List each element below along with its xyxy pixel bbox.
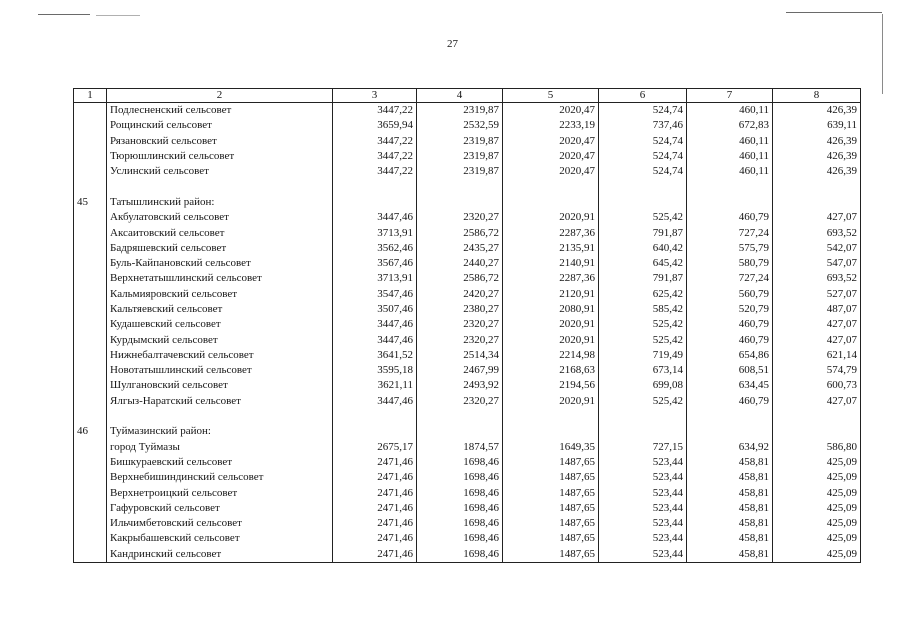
settlement-name-cell: Нижнебалтачевский сельсовет [107,348,333,363]
settlement-name-cell: Кудашевский сельсовет [107,317,333,332]
value-cell-col4 [417,424,503,439]
value-cell-col8: 542,07 [773,241,861,256]
value-cell-col7: 727,24 [687,271,773,286]
value-cell-col5: 2140,91 [503,256,599,271]
settlement-name-cell: Кальмияровский сельсовет [107,287,333,302]
value-cell-col5: 1487,65 [503,516,599,531]
value-cell-col4: 1698,46 [417,547,503,563]
value-cell-col7: 460,79 [687,210,773,225]
value-cell-col8 [773,179,861,194]
value-cell-col3: 3447,46 [333,210,417,225]
table-spacer-row [74,409,861,424]
value-cell-col5: 1487,65 [503,470,599,485]
value-cell-col7: 727,24 [687,225,773,240]
value-cell-col8: 547,07 [773,256,861,271]
value-cell-col8: 527,07 [773,287,861,302]
row-number-cell [74,440,107,455]
row-number-cell [74,317,107,332]
value-cell-col3: 3567,46 [333,256,417,271]
value-cell-col6: 791,87 [599,225,687,240]
value-cell-col4 [417,195,503,210]
settlement-name-cell: Ялгыз-Наратский сельсовет [107,394,333,409]
value-cell-col6: 523,44 [599,455,687,470]
value-cell-col6: 524,74 [599,103,687,119]
row-number-cell [74,501,107,516]
settlement-name-cell: город Туймазы [107,440,333,455]
value-cell-col7: 458,81 [687,485,773,500]
value-cell-col6 [599,179,687,194]
value-cell-col3: 3659,94 [333,118,417,133]
value-cell-col6 [599,424,687,439]
value-cell-col5 [503,424,599,439]
value-cell-col3: 3507,46 [333,302,417,317]
value-cell-col4: 2440,27 [417,256,503,271]
value-cell-col6: 585,42 [599,302,687,317]
value-cell-col3: 2471,46 [333,485,417,500]
value-cell-col6: 523,44 [599,531,687,546]
table-row [74,547,861,563]
value-cell-col5: 2214,98 [503,348,599,363]
row-number-cell [74,302,107,317]
value-cell-col7: 634,45 [687,378,773,393]
value-cell-col3: 3713,91 [333,225,417,240]
settlement-name-cell: Бишкураевский сельсовет [107,455,333,470]
value-cell-col7: 460,11 [687,134,773,149]
value-cell-col3: 3621,11 [333,378,417,393]
value-cell-col5: 2020,91 [503,394,599,409]
value-cell-col8: 427,07 [773,332,861,347]
value-cell-col7: 458,81 [687,501,773,516]
value-cell-col4: 2320,27 [417,210,503,225]
value-cell-col4: 1874,57 [417,440,503,455]
value-cell-col5: 2020,47 [503,103,599,119]
value-cell-col4: 2320,27 [417,332,503,347]
value-cell-col3 [333,195,417,210]
value-cell-col3: 3641,52 [333,348,417,363]
value-cell-col5: 2120,91 [503,287,599,302]
value-cell-col5: 2233,19 [503,118,599,133]
row-number-cell [74,225,107,240]
table-row [74,378,861,393]
value-cell-col8: 425,09 [773,531,861,546]
value-cell-col8: 427,07 [773,394,861,409]
table-row [74,317,861,332]
value-cell-col8: 425,09 [773,516,861,531]
value-cell-col5: 2020,47 [503,164,599,179]
value-cell-col7: 672,83 [687,118,773,133]
value-cell-col5: 1487,65 [503,547,599,563]
value-cell-col5: 2020,47 [503,134,599,149]
value-cell-col6: 645,42 [599,256,687,271]
settlement-name-cell: Верхнебишиндинский сельсовет [107,470,333,485]
row-number-cell [74,134,107,149]
table-body [74,103,861,563]
value-cell-col8 [773,195,861,210]
row-number-cell [74,118,107,133]
value-cell-col4: 2319,87 [417,149,503,164]
value-cell-col7: 458,81 [687,516,773,531]
value-cell-col7: 460,79 [687,332,773,347]
value-cell-col5: 2168,63 [503,363,599,378]
value-cell-col5: 2020,91 [503,317,599,332]
table-row [74,516,861,531]
value-cell-col7: 634,92 [687,440,773,455]
value-cell-col5: 2135,91 [503,241,599,256]
value-cell-col8: 425,09 [773,485,861,500]
row-number-cell [74,378,107,393]
value-cell-col8: 427,07 [773,210,861,225]
value-cell-col4: 1698,46 [417,455,503,470]
value-cell-col5: 2287,36 [503,225,599,240]
value-cell-col4: 2320,27 [417,317,503,332]
value-cell-col3: 3447,22 [333,134,417,149]
row-number-cell: 46 [74,424,107,439]
value-cell-col7 [687,409,773,424]
column-header: 8 [773,89,861,103]
table-row [74,210,861,225]
value-cell-col5: 1487,65 [503,485,599,500]
row-number-cell [74,516,107,531]
value-cell-col3: 2471,46 [333,470,417,485]
table-row [74,271,861,286]
table-row [74,241,861,256]
value-cell-col8: 693,52 [773,271,861,286]
table-row [74,455,861,470]
value-cell-col3: 2471,46 [333,516,417,531]
row-number-cell [74,363,107,378]
table-row [74,501,861,516]
value-cell-col8: 639,11 [773,118,861,133]
value-cell-col4: 1698,46 [417,485,503,500]
value-cell-col5: 2020,47 [503,149,599,164]
column-header: 5 [503,89,599,103]
row-number-cell [74,241,107,256]
value-cell-col5: 2194,56 [503,378,599,393]
value-cell-col5: 1487,65 [503,455,599,470]
value-cell-col6: 524,74 [599,149,687,164]
value-cell-col8: 426,39 [773,164,861,179]
row-number-cell: 45 [74,195,107,210]
value-cell-col5: 2080,91 [503,302,599,317]
value-cell-col3: 2471,46 [333,455,417,470]
value-cell-col4: 2320,27 [417,394,503,409]
value-cell-col8: 425,09 [773,455,861,470]
value-cell-col7: 460,11 [687,164,773,179]
value-cell-col4: 2586,72 [417,271,503,286]
table-row [74,149,861,164]
row-number-cell [74,531,107,546]
table-header-row [74,89,861,103]
value-cell-col4: 1698,46 [417,516,503,531]
column-header: 7 [687,89,773,103]
value-cell-col7: 575,79 [687,241,773,256]
value-cell-col5: 2020,91 [503,210,599,225]
table-spacer-row [74,179,861,194]
row-number-cell [74,164,107,179]
value-cell-col3: 3447,46 [333,332,417,347]
value-cell-col5: 1487,65 [503,501,599,516]
value-cell-col3: 3447,22 [333,103,417,119]
table-row [74,440,861,455]
value-cell-col8: 600,73 [773,378,861,393]
value-cell-col3 [333,179,417,194]
row-number-cell [74,547,107,563]
value-cell-col4 [417,409,503,424]
scan-artifact-top-left [38,14,90,15]
settlement-name-cell: Туймазинский район: [107,424,333,439]
value-cell-col7: 458,81 [687,455,773,470]
value-cell-col8: 426,39 [773,103,861,119]
row-number-cell [74,210,107,225]
value-cell-col6 [599,409,687,424]
value-cell-col8: 586,80 [773,440,861,455]
column-header: 4 [417,89,503,103]
value-cell-col3: 2675,17 [333,440,417,455]
settlement-name-cell: Новотатышлинский сельсовет [107,363,333,378]
settlement-name-cell: Тюрюшлинский сельсовет [107,149,333,164]
table-row [74,424,861,439]
value-cell-col4 [417,179,503,194]
value-cell-col5 [503,409,599,424]
column-header: 6 [599,89,687,103]
row-number-cell [74,179,107,194]
value-cell-col6: 727,15 [599,440,687,455]
value-cell-col4: 2319,87 [417,103,503,119]
value-cell-col6 [599,195,687,210]
value-cell-col8: 426,39 [773,149,861,164]
column-header: 2 [107,89,333,103]
row-number-cell [74,485,107,500]
value-cell-col6: 719,49 [599,348,687,363]
table-row [74,118,861,133]
value-cell-col7: 580,79 [687,256,773,271]
value-cell-col4: 2532,59 [417,118,503,133]
value-cell-col7 [687,424,773,439]
value-cell-col7: 458,81 [687,547,773,563]
settlement-name-cell: Рязановский сельсовет [107,134,333,149]
settlement-name-cell: Акбулатовский сельсовет [107,210,333,225]
value-cell-col8 [773,409,861,424]
row-number-cell [74,149,107,164]
row-number-cell [74,332,107,347]
value-cell-col6: 525,42 [599,317,687,332]
value-cell-col4: 2467,99 [417,363,503,378]
settlement-name-cell: Бадряшевский сельсовет [107,241,333,256]
value-cell-col3: 3447,46 [333,317,417,332]
table-row [74,363,861,378]
value-cell-col4: 2493,92 [417,378,503,393]
value-cell-col8: 574,79 [773,363,861,378]
value-cell-col5 [503,179,599,194]
row-number-cell [74,455,107,470]
scan-artifact-top-left-dashes [96,15,140,16]
row-number-cell [74,287,107,302]
value-cell-col4: 2514,34 [417,348,503,363]
value-cell-col3: 3447,46 [333,394,417,409]
settlement-name-cell: Рощинский сельсовет [107,118,333,133]
value-cell-col3: 3562,46 [333,241,417,256]
value-cell-col7: 460,79 [687,317,773,332]
row-number-cell [74,348,107,363]
value-cell-col4: 1698,46 [417,470,503,485]
value-cell-col6: 524,74 [599,134,687,149]
value-cell-col8: 487,07 [773,302,861,317]
page-number: 27 [447,38,458,50]
value-cell-col3 [333,424,417,439]
settlement-name-cell: Буль-Кайпановский сельсовет [107,256,333,271]
column-header: 3 [333,89,417,103]
settlement-name-cell [107,409,333,424]
value-cell-col3 [333,409,417,424]
value-cell-col6: 640,42 [599,241,687,256]
value-cell-col8: 427,07 [773,317,861,332]
settlement-name-cell: Татышлинский район: [107,195,333,210]
settlement-name-cell: Шулгановский сельсовет [107,378,333,393]
data-table [73,88,861,563]
table-row [74,195,861,210]
settlement-name-cell: Подлесненский сельсовет [107,103,333,119]
value-cell-col6: 523,44 [599,485,687,500]
table-row [74,531,861,546]
value-cell-col4: 2435,27 [417,241,503,256]
value-cell-col5: 1649,35 [503,440,599,455]
scan-artifact-right-edge [882,14,883,94]
value-cell-col3: 3447,22 [333,149,417,164]
value-cell-col7: 520,79 [687,302,773,317]
value-cell-col7: 458,81 [687,470,773,485]
value-cell-col6: 791,87 [599,271,687,286]
settlement-name-cell: Кандринский сельсовет [107,547,333,563]
row-number-cell [74,409,107,424]
table-row [74,348,861,363]
table-row [74,332,861,347]
value-cell-col3: 3447,22 [333,164,417,179]
value-cell-col8: 425,09 [773,470,861,485]
value-cell-col5: 2020,91 [503,332,599,347]
table-row [74,164,861,179]
value-cell-col4: 2586,72 [417,225,503,240]
value-cell-col6: 523,44 [599,501,687,516]
value-cell-col8: 425,09 [773,547,861,563]
settlement-name-cell: Курдымский сельсовет [107,332,333,347]
value-cell-col4: 2380,27 [417,302,503,317]
settlement-name-cell: Верхнетатышлинский сельсовет [107,271,333,286]
table-row [74,470,861,485]
value-cell-col6: 525,42 [599,210,687,225]
settlement-name-cell: Услинский сельсовет [107,164,333,179]
value-cell-col3: 2471,46 [333,547,417,563]
value-cell-col4: 2319,87 [417,164,503,179]
row-number-cell [74,470,107,485]
settlement-name-cell: Какрыбашевский сельсовет [107,531,333,546]
settlement-name-cell: Гафуровский сельсовет [107,501,333,516]
row-number-cell [74,103,107,119]
row-number-cell [74,271,107,286]
value-cell-col4: 1698,46 [417,501,503,516]
value-cell-col4: 1698,46 [417,531,503,546]
settlement-name-cell: Кальтяевский сельсовет [107,302,333,317]
table-row [74,485,861,500]
row-number-cell [74,256,107,271]
value-cell-col8 [773,424,861,439]
value-cell-col7: 460,11 [687,149,773,164]
value-cell-col5: 1487,65 [503,531,599,546]
value-cell-col6: 524,74 [599,164,687,179]
table-row [74,225,861,240]
value-cell-col4: 2420,27 [417,287,503,302]
settlement-name-cell: Ильчимбетовский сельсовет [107,516,333,531]
value-cell-col8: 425,09 [773,501,861,516]
settlement-name-cell [107,179,333,194]
settlement-name-cell: Верхнетроицкий сельсовет [107,485,333,500]
table-row [74,287,861,302]
value-cell-col8: 621,14 [773,348,861,363]
value-cell-col5 [503,195,599,210]
scan-artifact-top-right [786,12,882,13]
column-header: 1 [74,89,107,103]
table-row [74,103,861,119]
value-cell-col6: 625,42 [599,287,687,302]
row-number-cell [74,394,107,409]
value-cell-col6: 525,42 [599,332,687,347]
table-row [74,256,861,271]
value-cell-col8: 426,39 [773,134,861,149]
value-cell-col6: 673,14 [599,363,687,378]
value-cell-col7 [687,195,773,210]
table-row [74,134,861,149]
value-cell-col7: 608,51 [687,363,773,378]
value-cell-col3: 2471,46 [333,531,417,546]
table-row [74,394,861,409]
value-cell-col5: 2287,36 [503,271,599,286]
value-cell-col3: 3547,46 [333,287,417,302]
value-cell-col7: 654,86 [687,348,773,363]
value-cell-col7 [687,179,773,194]
value-cell-col3: 2471,46 [333,501,417,516]
value-cell-col3: 3595,18 [333,363,417,378]
value-cell-col7: 460,11 [687,103,773,119]
table-row [74,302,861,317]
value-cell-col6: 699,08 [599,378,687,393]
value-cell-col4: 2319,87 [417,134,503,149]
value-cell-col7: 460,79 [687,394,773,409]
value-cell-col6: 523,44 [599,547,687,563]
value-cell-col8: 693,52 [773,225,861,240]
settlement-name-cell: Аксаитовский сельсовет [107,225,333,240]
value-cell-col6: 523,44 [599,516,687,531]
value-cell-col6: 525,42 [599,394,687,409]
value-cell-col6: 737,46 [599,118,687,133]
value-cell-col3: 3713,91 [333,271,417,286]
value-cell-col7: 458,81 [687,531,773,546]
value-cell-col6: 523,44 [599,470,687,485]
value-cell-col7: 560,79 [687,287,773,302]
